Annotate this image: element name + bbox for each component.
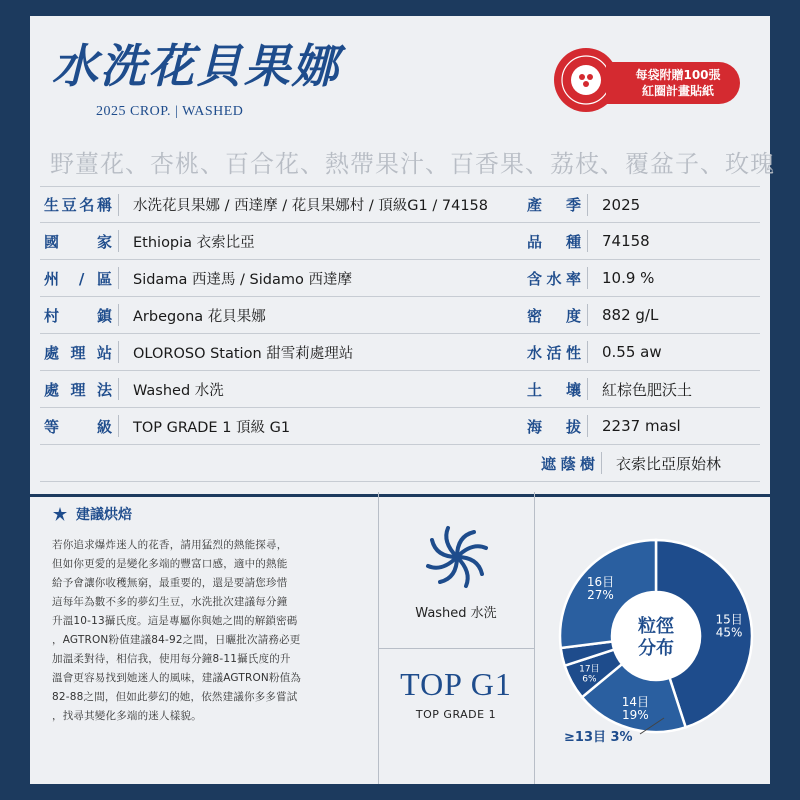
promo-line-2: 紅圈計畫貼紙	[641, 84, 714, 98]
info-value: Sidama 西達馬 / Sidamo 西達摩	[133, 271, 352, 288]
donut-slice-label: 15目	[715, 612, 743, 627]
donut-slice-label: 16目	[586, 575, 615, 590]
donut-footer-label: ≥13目 3%	[564, 730, 633, 745]
info-label: 州 / 區	[44, 269, 112, 288]
swirl-icon	[422, 522, 492, 592]
roast-line: ，AGTRON粉值建議84-92之間，日曬批次請務必更	[52, 634, 301, 646]
donut-slice-label: 17目	[579, 664, 600, 675]
info-value: Arbegona 花貝果娜	[133, 308, 266, 325]
crop-subtitle: 2025 CROP. | WASHED	[96, 104, 244, 119]
donut-slice-percent: 6%	[582, 674, 597, 685]
roast-line: 若你追求爆炸迷人的花香，請用猛烈的熱能探尋，	[52, 539, 288, 551]
roast-text	[52, 536, 374, 726]
info-value-2: 10.9 %	[602, 269, 655, 287]
info-label: 處理法	[44, 380, 112, 399]
info-value: Ethiopia 衣索比亞	[133, 234, 255, 251]
info-label-2: 土 壤	[527, 380, 581, 399]
roast-line: 82-88之間，但如此夢幻的她，依然建議你多多嘗試	[52, 691, 298, 703]
grade-title: TOP G1	[400, 666, 512, 702]
grade-subtitle: TOP GRADE 1	[415, 708, 497, 721]
info-value-2: 衣索比亞原始林	[616, 454, 722, 473]
roast-heading: 建議烘焙	[76, 507, 132, 523]
info-row	[40, 371, 760, 408]
info-label-2: 產 季	[527, 196, 581, 214]
donut-slice-percent: 45%	[715, 625, 743, 640]
roast-line: 這每年為數不多的夢幻生豆，水洗批次建議每分鐘	[52, 596, 288, 608]
info-table	[40, 186, 760, 482]
info-value-2: 紅棕色肥沃土	[602, 380, 693, 399]
roast-line: 給予會讓你收穫無窮，最重要的，還是要請您珍惜	[52, 577, 288, 589]
roast-line: 但如你更愛的是變化多端的豐富口感，適中的熱能	[52, 558, 288, 570]
particle-size-donut-chart	[556, 536, 756, 736]
info-label-2: 品 種	[527, 232, 581, 251]
info-label: 國 家	[44, 232, 112, 251]
donut-center-line-1: 粒徑	[638, 616, 674, 637]
leader-line	[638, 716, 668, 736]
process-label: Washed 水洗	[415, 606, 497, 621]
roast-line: 溫會更容易找到她迷人的風味，建議AGTRON粉值為	[52, 672, 302, 684]
info-value-2: 882 g/L	[602, 306, 659, 324]
flame-icon	[52, 506, 68, 522]
info-value-2: 0.55 aw	[602, 343, 662, 361]
info-value: Washed 水洗	[133, 382, 224, 399]
info-value: 水洗花貝果娜 / 西達摩 / 花貝果娜村 / 頂級G1 / 74158	[133, 198, 489, 214]
roast-section	[52, 504, 374, 726]
info-value-2: 2025	[602, 195, 641, 214]
info-label: 等 級	[44, 417, 112, 436]
donut-slice-label: 14目	[621, 695, 649, 710]
info-row	[40, 260, 760, 297]
info-label-2: 水活性	[527, 343, 581, 362]
flavor-notes: 野薑花、杏桃、百合花、熱帶果汁、百香果、荔枝、覆盆子、玫瑰	[50, 150, 775, 178]
info-value: TOP GRADE 1 頂級 G1	[133, 419, 291, 436]
info-row	[40, 334, 760, 371]
product-card	[30, 16, 775, 784]
donut-slice-percent: 27%	[587, 588, 614, 603]
info-label: 處理站	[44, 343, 112, 362]
info-row	[40, 445, 760, 482]
roast-line: ，找尋其變化多端的迷人樣貌。	[52, 710, 202, 722]
roast-line: 升溫10-13攝氏度。這是專屬你與她之間的解鎖密碼	[52, 615, 298, 627]
info-label-2: 遮蔭樹	[541, 454, 595, 473]
info-label: 生豆名稱	[44, 196, 112, 214]
info-row	[40, 186, 760, 223]
info-row	[40, 408, 760, 445]
info-row	[40, 223, 760, 260]
info-label-2: 含水率	[527, 269, 581, 288]
donut-center-line-2: 分布	[638, 638, 674, 659]
info-value-2: 2237 masl	[602, 417, 681, 435]
info-label: 村 鎮	[44, 306, 112, 325]
info-label-2: 密 度	[527, 306, 581, 325]
promo-badge	[606, 62, 740, 104]
info-value: OLOROSO Station 甜雪莉處理站	[133, 345, 354, 362]
section-divider	[30, 494, 770, 497]
page-title: 水洗花貝果娜	[52, 39, 340, 93]
info-row	[40, 297, 760, 334]
promo-line-1: 每袋附贈100張	[635, 68, 721, 82]
info-value-2: 74158	[602, 232, 650, 250]
donut-slice-percent: 19%	[622, 708, 649, 723]
info-label-2: 海 拔	[527, 417, 581, 436]
roast-line: 加溫柔對待，相信我，使用每分鐘8-11攝氏度的升	[52, 653, 291, 665]
